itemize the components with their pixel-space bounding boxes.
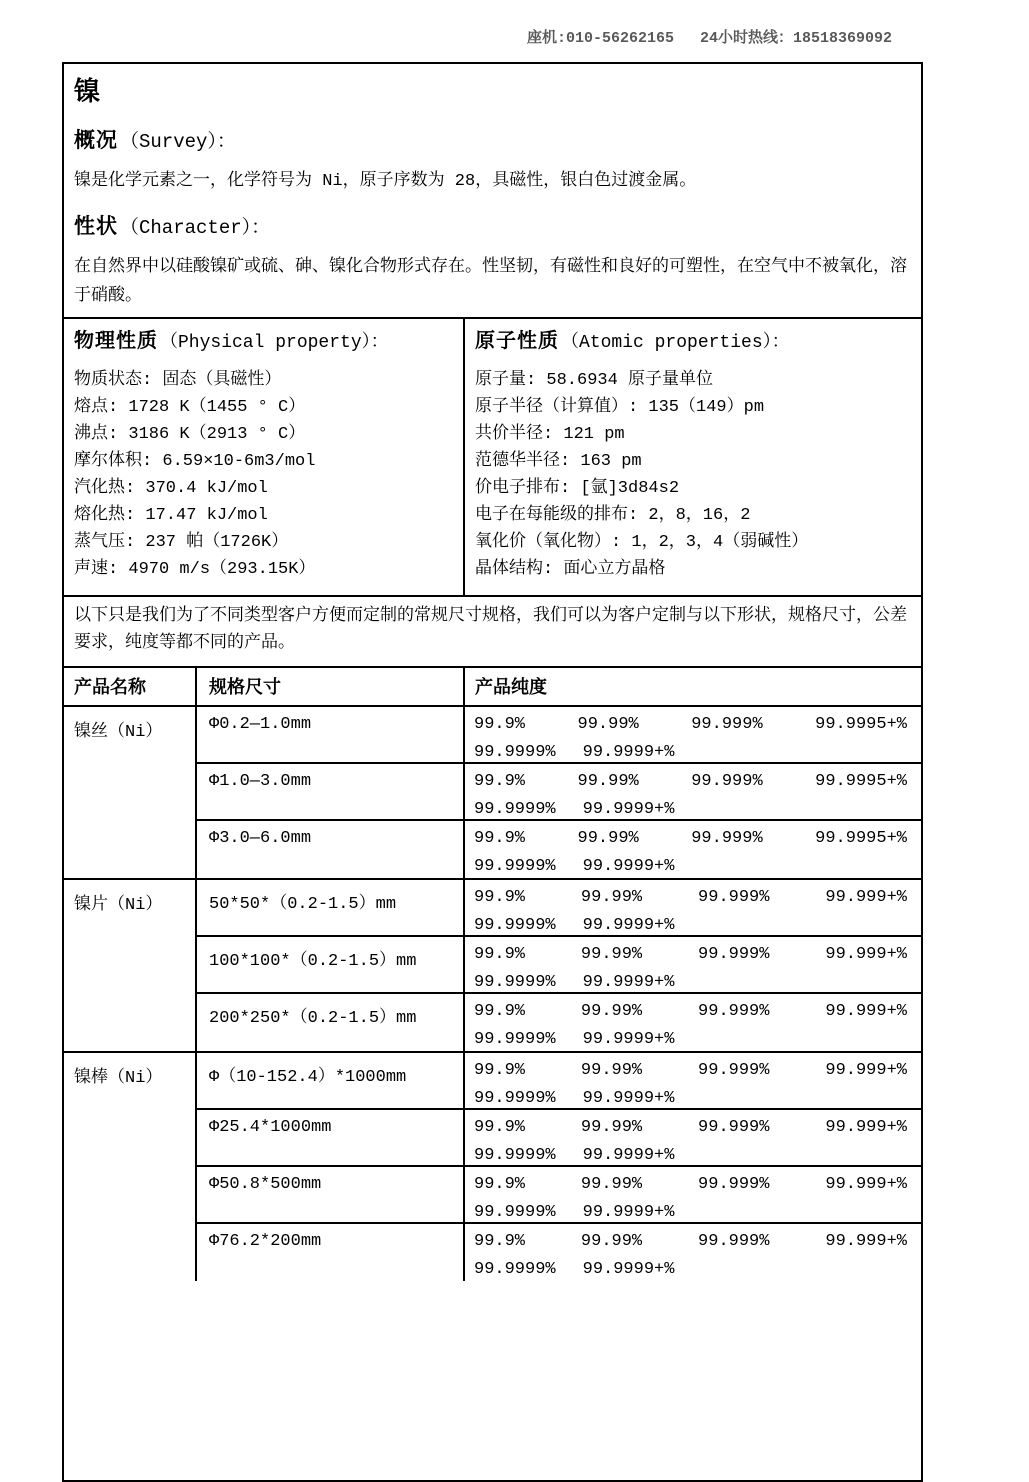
intro-section <box>64 76 921 311</box>
spec-cell: 50*50*（0.2-1.5）mm <box>195 880 463 935</box>
product-group <box>64 707 921 880</box>
purity-line-2 <box>474 1202 907 1224</box>
purity-value: 99.99% <box>580 1002 643 1021</box>
product-table <box>64 666 921 1281</box>
product-group-name: 镍丝（Ni） <box>74 723 163 742</box>
purity-value: 99.99% <box>577 772 639 791</box>
spec-cell: 100*100*（0.2-1.5）mm <box>195 937 463 992</box>
purity-value: 99.99% <box>577 715 639 734</box>
survey-heading-zh: 概况 <box>74 131 118 154</box>
purity-value: 99.9999% <box>474 800 556 819</box>
purity-line-1 <box>474 828 907 850</box>
character-heading <box>74 214 911 243</box>
product-group-rows <box>195 1053 921 1281</box>
purity-cell <box>463 1053 921 1108</box>
purity-line-2 <box>474 1029 907 1051</box>
purity-value: 99.9% <box>474 888 526 907</box>
atomic-heading <box>475 329 911 357</box>
atomic-property-line: 原子半径（计算值）: 135（149）pm <box>475 398 765 417</box>
purity-value: 99.9999+% <box>582 857 675 876</box>
physical-properties-column <box>64 319 463 595</box>
purity-value: 99.9995+% <box>815 829 907 848</box>
purity-value: 99.999+% <box>825 1118 907 1137</box>
product-group-name: 镍棒（Ni） <box>74 1069 163 1088</box>
purity-value: 99.99% <box>580 1118 643 1137</box>
product-group <box>64 1053 921 1281</box>
purity-value: 99.9% <box>474 1232 526 1251</box>
character-body: 在自然界中以硅酸镍矿或硫、砷、镍化合物形式存在。性坚韧，有磁性和良好的可塑性，在空气中不被氧化，溶于硝酸。 <box>74 258 907 306</box>
purity-value: 99.9999+% <box>582 916 675 935</box>
purity-value: 99.9999+% <box>582 1089 675 1108</box>
purity-value: 99.999% <box>698 1002 770 1021</box>
survey-heading-en: （Survey）： <box>120 131 236 153</box>
spec-cell: Φ0.2—1.0mm <box>195 707 463 762</box>
purity-line-2 <box>474 972 907 994</box>
purity-value: 99.9995+% <box>815 772 907 791</box>
atomic-property-line: 氧化价（氧化物）: 1，2，3，4（弱碱性） <box>475 533 809 552</box>
purity-value: 99.9999+% <box>582 973 675 992</box>
spec-cell: Φ25.4*1000mm <box>195 1110 463 1165</box>
physical-property-line: 声速: 4970 m/s（293.15K） <box>74 560 316 579</box>
purity-value: 99.9% <box>474 945 526 964</box>
purity-value: 99.9995+% <box>815 715 907 734</box>
product-group-rows <box>195 880 921 1051</box>
physical-property-line: 物质状态: 固态（具磁性） <box>74 371 282 390</box>
customization-note: 以下只是我们为了不同类型客户方便而定制的常规尺寸规格，我们可以为客户定制与以下形状，规格尺寸，公差要求，纯度等都不同的产品。 <box>74 607 907 653</box>
product-row <box>195 764 921 821</box>
physical-property-line: 汽化热: 370.4 kJ/mol <box>74 479 268 498</box>
purity-line-2 <box>474 856 907 878</box>
spec-cell: Φ50.8*500mm <box>195 1167 463 1222</box>
purity-value: 99.9% <box>474 1175 526 1194</box>
contact-info <box>527 26 892 47</box>
purity-line-2 <box>474 1259 907 1281</box>
purity-value: 99.99% <box>577 829 639 848</box>
purity-value: 99.9% <box>474 1118 526 1137</box>
purity-value: 99.9999+% <box>582 800 675 819</box>
product-table-body <box>64 707 921 1281</box>
purity-line-1 <box>474 1174 907 1196</box>
column-header-spec: 规格尺寸 <box>195 668 463 705</box>
purity-value: 99.999% <box>698 1061 770 1080</box>
product-group-rows <box>195 707 921 878</box>
product-table-header <box>64 668 921 707</box>
purity-value: 99.999% <box>698 888 770 907</box>
purity-line-2 <box>474 799 907 821</box>
purity-line-2 <box>474 742 907 764</box>
purity-value: 99.9999+% <box>582 1146 675 1165</box>
document-frame <box>62 62 923 1482</box>
purity-value: 99.99% <box>580 888 643 907</box>
purity-value: 99.9999+% <box>582 1203 675 1222</box>
contact-phone: 座机:010-56262165 <box>526 30 674 47</box>
purity-value: 99.9999% <box>474 1146 556 1165</box>
atomic-property-line: 原子量: 58.6934 原子量单位 <box>475 371 714 390</box>
purity-line-1 <box>474 714 907 736</box>
atomic-property-line: 价电子排布: [氩]3d84s2 <box>475 479 680 498</box>
survey-body: 镍是化学元素之一，化学符号为 Ni，原子序数为 28，具磁性，银白色过渡金属。 <box>74 172 697 191</box>
purity-line-1 <box>474 1060 907 1082</box>
spec-cell: Φ（10-152.4）*1000mm <box>195 1053 463 1108</box>
purity-cell <box>463 994 921 1051</box>
purity-value: 99.999+% <box>825 945 907 964</box>
product-row <box>195 1110 921 1167</box>
product-row <box>195 1053 921 1110</box>
purity-value: 99.9999% <box>474 1089 556 1108</box>
purity-value: 99.999+% <box>825 1175 907 1194</box>
character-heading-en: （Character）： <box>120 217 271 239</box>
purity-value: 99.9999% <box>474 743 556 762</box>
purity-cell <box>463 707 921 762</box>
purity-line-1 <box>474 944 907 966</box>
contact-hotline: 24小时热线：18518369092 <box>699 30 892 47</box>
atomic-property-line: 范德华半径: 163 pm <box>475 452 642 471</box>
purity-line-2 <box>474 1145 907 1167</box>
survey-heading <box>74 128 911 157</box>
column-header-product-name: 产品名称 <box>74 679 146 699</box>
physical-property-line: 沸点: 3186 K（2913 ° C） <box>74 425 306 444</box>
page-title: 镍 <box>74 78 101 108</box>
purity-value: 99.999% <box>698 1175 770 1194</box>
purity-cell <box>463 764 921 819</box>
purity-value: 99.999+% <box>825 1061 907 1080</box>
atomic-property-line: 电子在每能级的排布: 2，8，16，2 <box>475 506 751 525</box>
purity-value: 99.9999+% <box>582 1260 675 1279</box>
purity-value: 99.999% <box>691 829 763 848</box>
atomic-property-line: 共价半径: 121 pm <box>475 425 625 444</box>
purity-line-1 <box>474 771 907 793</box>
purity-line-1 <box>474 1117 907 1139</box>
purity-line-2 <box>474 915 907 937</box>
purity-cell <box>463 1167 921 1222</box>
purity-value: 99.999+% <box>825 888 907 907</box>
purity-value: 99.99% <box>580 1061 643 1080</box>
purity-value: 99.99% <box>580 1232 643 1251</box>
product-row <box>195 1167 921 1224</box>
product-group-name: 镍片（Ni） <box>74 896 163 915</box>
column-header-purity: 产品纯度 <box>463 668 921 705</box>
atomic-properties-list <box>475 367 911 583</box>
purity-value: 99.9% <box>474 715 526 734</box>
spec-cell: Φ76.2*200mm <box>195 1224 463 1281</box>
purity-value: 99.999% <box>698 1118 770 1137</box>
purity-value: 99.99% <box>580 1175 643 1194</box>
physical-heading <box>74 329 453 357</box>
purity-value: 99.9999+% <box>582 1030 675 1049</box>
physical-property-line: 熔化热: 17.47 kJ/mol <box>74 506 268 525</box>
spec-cell: Φ1.0—3.0mm <box>195 764 463 819</box>
product-group <box>64 880 921 1053</box>
purity-value: 99.999+% <box>825 1232 907 1251</box>
atomic-heading-en: （Atomic properties）： <box>561 333 790 353</box>
atomic-heading-zh: 原子性质 <box>475 331 559 354</box>
physical-property-line: 蒸气压: 237 帕（1726K） <box>74 533 289 552</box>
purity-cell <box>463 1224 921 1281</box>
purity-value: 99.9999% <box>474 973 556 992</box>
spec-cell: Φ3.0—6.0mm <box>195 821 463 878</box>
atomic-properties-column <box>463 319 921 595</box>
physical-properties-list <box>74 367 453 583</box>
physical-heading-zh: 物理性质 <box>74 331 158 354</box>
purity-value: 99.9% <box>474 772 526 791</box>
purity-value: 99.9% <box>474 829 526 848</box>
purity-value: 99.999% <box>698 1232 770 1251</box>
product-row <box>195 937 921 994</box>
purity-line-1 <box>474 1001 907 1023</box>
purity-value: 99.9999% <box>474 857 556 876</box>
purity-cell <box>463 937 921 992</box>
character-heading-zh: 性状 <box>74 217 118 240</box>
product-row <box>195 880 921 937</box>
spec-cell: 200*250*（0.2-1.5）mm <box>195 994 463 1051</box>
properties-table <box>64 317 921 597</box>
product-row <box>195 707 921 764</box>
product-row <box>195 1224 921 1281</box>
purity-cell <box>463 821 921 878</box>
physical-property-line: 熔点: 1728 K（1455 ° C） <box>74 398 306 417</box>
purity-value: 99.9% <box>474 1002 526 1021</box>
purity-value: 99.9999% <box>474 916 556 935</box>
atomic-property-line: 晶体结构: 面心立方晶格 <box>475 560 666 579</box>
purity-cell <box>463 880 921 935</box>
purity-value: 99.99% <box>580 945 643 964</box>
purity-value: 99.9% <box>474 1061 526 1080</box>
purity-line-2 <box>474 1088 907 1110</box>
purity-cell <box>463 1110 921 1165</box>
purity-value: 99.9999% <box>474 1260 556 1279</box>
purity-value: 99.9999% <box>474 1030 556 1049</box>
purity-value: 99.999% <box>691 772 763 791</box>
purity-value: 99.999% <box>691 715 763 734</box>
purity-value: 99.9999+% <box>582 743 675 762</box>
physical-property-line: 摩尔体积: 6.59×10-6m3/mol <box>74 452 316 471</box>
physical-heading-en: （Physical property）： <box>160 333 389 353</box>
purity-value: 99.999+% <box>825 1002 907 1021</box>
purity-value: 99.999% <box>698 945 770 964</box>
product-row <box>195 994 921 1051</box>
purity-line-1 <box>474 1231 907 1253</box>
product-row <box>195 821 921 878</box>
purity-line-1 <box>474 887 907 909</box>
purity-value: 99.9999% <box>474 1203 556 1222</box>
